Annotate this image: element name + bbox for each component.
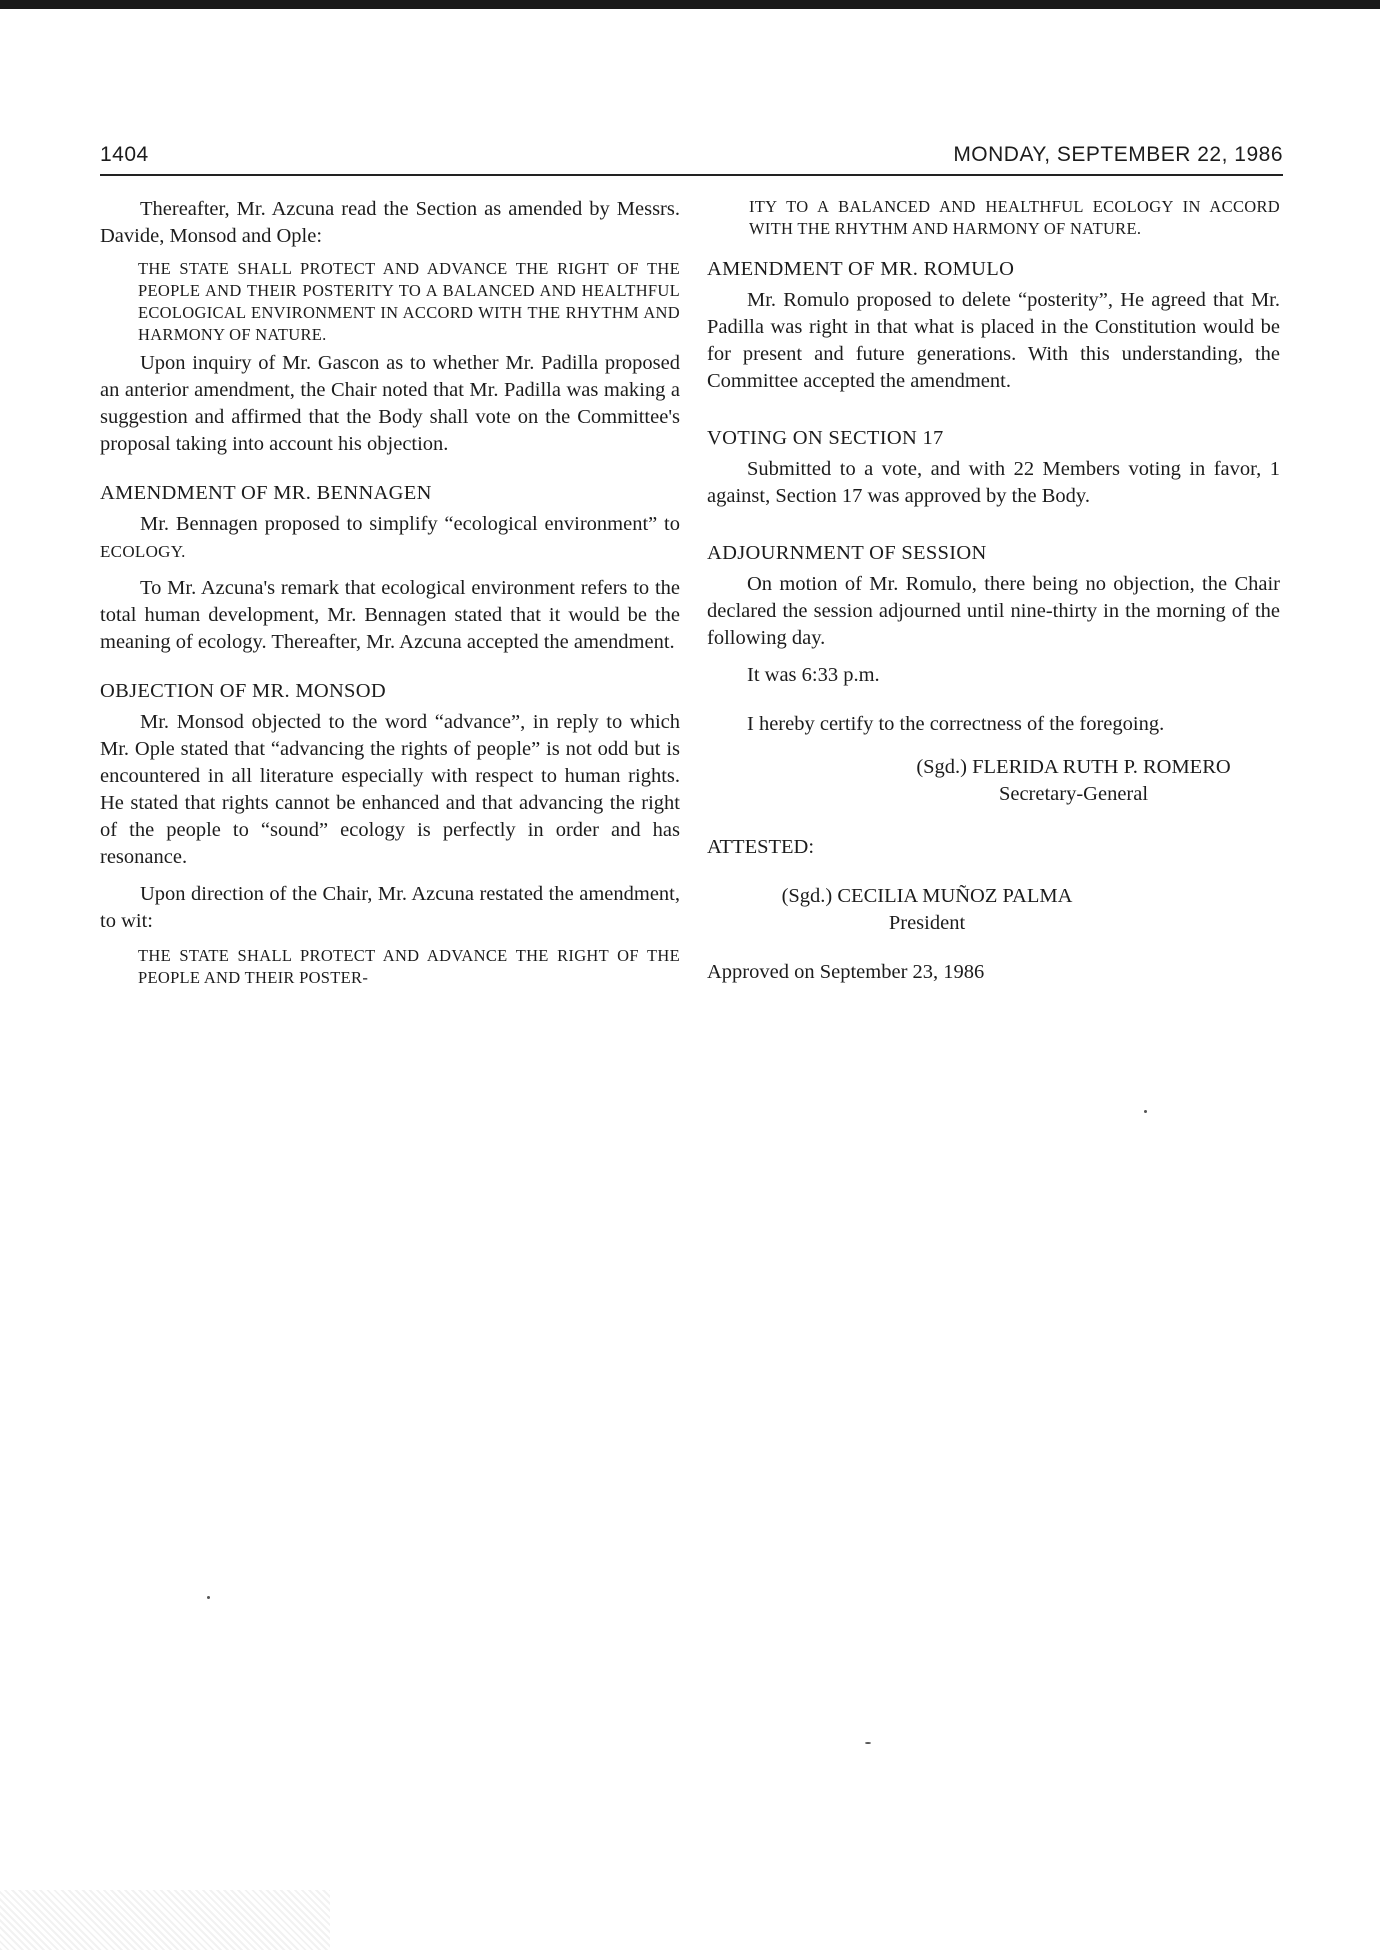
page-header: [100, 143, 1283, 177]
paragraph: Mr. Monsod objected to the word “advance”, in reply to which Mr. Ople stated that “advancing the rights of people” is not odd but is encountered in all literature especially with respect to human rights. He stated that rights cannot be enhanced and that advancing the right of the people to “sound” ecology is perfectly in order and has resonance.: [100, 711, 680, 868]
attested-label: ATTESTED:: [707, 836, 815, 858]
signatory-name: (Sgd.) FLERIDA RUTH P. ROMERO: [916, 756, 1231, 778]
scan-noise: [0, 1890, 330, 1950]
paragraph: Submitted to a vote, and with 22 Members voting in favor, 1 against, Section 17 was approved by the Body.: [707, 458, 1280, 507]
paragraph: Mr. Romulo proposed to delete “posterity”, He agreed that Mr. Padilla was right in that what is placed in the Constitution would be for present and future generations. With this understanding, the Committee accepted the amendment.: [707, 289, 1280, 392]
page-number: 1404: [100, 143, 149, 166]
scan-speck: [865, 1742, 871, 1744]
signature-block-secretary: [867, 754, 1280, 808]
paragraph: On motion of Mr. Romulo, there being no objection, the Chair declared the session adjourned until nine-thirty in the morning of the following day.: [707, 573, 1280, 649]
scan-speck: [207, 1596, 210, 1599]
signatory-title: President: [888, 912, 966, 934]
signature-block-president: [707, 883, 1147, 937]
left-column: [100, 196, 680, 989]
signatory-name: (Sgd.) CECILIA MUÑOZ PALMA: [781, 885, 1073, 907]
section-heading: OBJECTION OF MR. MONSOD: [100, 680, 386, 702]
approval-date: Approved on September 23, 1986: [707, 961, 985, 983]
certification: I hereby certify to the correctness of the foregoing.: [747, 713, 1165, 735]
header-date: MONDAY, SEPTEMBER 22, 1986: [953, 143, 1283, 166]
paragraph: Mr. Bennagen proposed to simplify “ecological environment” to ECOLOGY.: [100, 513, 680, 561]
signatory-title: Secretary-General: [998, 783, 1149, 805]
quoted-section: THE STATE SHALL PROTECT AND ADVANCE THE RIGHT OF THE PEOPLE AND THEIR POSTERITY TO A BALANCED AND HEALTHFUL ECOLOGICAL ENVIRONMENT IN ACCORD WITH THE RHYTHM AND HARMONY OF NATURE.: [138, 259, 680, 344]
paragraph: Upon inquiry of Mr. Gascon as to whether Mr. Padilla proposed an anterior amendment, the Chair noted that Mr. Padilla was making a suggestion and affirmed that the Body shall vote on the Committee's proposal taking into account his objection.: [100, 352, 680, 455]
scan-speck: [1144, 1110, 1147, 1113]
paragraph: To Mr. Azcuna's remark that ecological environment refers to the total human development, Mr. Bennagen stated that it would be the meaning of ecology. Thereafter, Mr. Azcuna accepted the amendment.: [100, 577, 680, 653]
quoted-section-continued: ITY TO A BALANCED AND HEALTHFUL ECOLOGY IN ACCORD WITH THE RHYTHM AND HARMONY OF NATURE.: [749, 197, 1280, 238]
top-border: [0, 0, 1380, 9]
right-column: [707, 196, 1280, 986]
section-heading: AMENDMENT OF MR. ROMULO: [707, 258, 1015, 280]
quoted-section: THE STATE SHALL PROTECT AND ADVANCE THE RIGHT OF THE PEOPLE AND THEIR POSTER-: [138, 946, 680, 987]
paragraph: Upon direction of the Chair, Mr. Azcuna restated the amendment, to wit:: [100, 883, 680, 932]
section-heading: ADJOURNMENT OF SESSION: [707, 542, 987, 564]
paragraph: Thereafter, Mr. Azcuna read the Section as amended by Messrs. Davide, Monsod and Ople:: [100, 198, 680, 247]
section-heading: VOTING ON SECTION 17: [707, 427, 944, 449]
section-heading: AMENDMENT OF MR. BENNAGEN: [100, 482, 432, 504]
header-rule: [100, 174, 1283, 176]
paragraph: It was 6:33 p.m.: [747, 664, 880, 686]
